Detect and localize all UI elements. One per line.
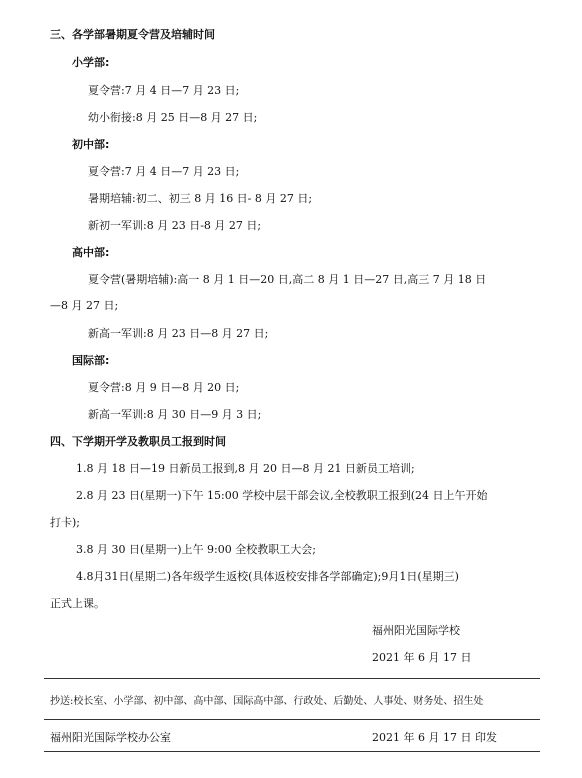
primary-bridge-program: 幼小衔接:8 月 25 日—8 月 27 日; — [88, 111, 258, 124]
schedule-item-1: 1.8 月 18 日—19 日新员工报到,8 月 20 日—8 月 21 日新员工培训; — [76, 462, 415, 475]
international-dept-title: 国际部: — [72, 354, 110, 367]
international-summer-camp: 夏令营:8 月 9 日—8 月 20 日; — [88, 381, 240, 394]
primary-school-title: 小学部: — [72, 56, 110, 69]
signature-org: 福州阳光国际学校 — [372, 624, 460, 637]
senior-military-training: 新高一军训:8 月 23 日—8 月 27 日; — [88, 327, 269, 340]
international-military-training: 新高一军训:8 月 30 日—9 月 3 日; — [88, 408, 262, 421]
junior-summer-tutoring: 暑期培辅:初二、初三 8 月 16 日- 8 月 27 日; — [88, 192, 313, 205]
senior-school-title: 高中部: — [72, 246, 110, 259]
issue-date: 2021 年 6 月 17 日 印发 — [372, 731, 497, 744]
signature-date: 2021 年 6 月 17 日 — [372, 651, 472, 664]
footer-bottom-rule — [44, 751, 540, 752]
section-4-heading: 四、下学期开学及教职员工报到时间 — [50, 435, 226, 448]
primary-summer-camp: 夏令营:7 月 4 日—7 月 23 日; — [88, 84, 240, 97]
section-3-heading: 三、各学部暑期夏令营及培辅时间 — [50, 28, 215, 41]
cc-list: 抄送:校长室、小学部、初中部、高中部、国际高中部、行政处、后勤处、人事处、财务处、招生处 — [50, 696, 484, 707]
footer-top-rule — [44, 678, 540, 679]
schedule-item-2-line1: 2.8 月 23 日(星期一)下午 15:00 学校中层干部会议,全校教职工报到(24 日上午开始 — [76, 489, 488, 502]
junior-military-training: 新初一军训:8 月 23 日-8 月 27 日; — [88, 219, 262, 232]
schedule-item-4-line1: 4.8月31日(星期二)各年级学生返校(具体返校安排各学部确定);9月1日(星期三) — [76, 570, 459, 583]
schedule-item-2-line2: 打卡); — [50, 516, 80, 529]
senior-summer-camp-line2: —8 月 27 日; — [50, 299, 119, 312]
footer-middle-rule — [44, 719, 540, 720]
senior-summer-camp-line1: 夏令营(暑期培辅):高一 8 月 1 日—20 日,高二 8 月 1 日—27 日,高三 7 月 18 日 — [88, 273, 487, 286]
issuing-office: 福州阳光国际学校办公室 — [50, 731, 171, 744]
junior-school-title: 初中部: — [72, 138, 110, 151]
schedule-item-4-line2: 正式上课。 — [50, 597, 105, 610]
schedule-item-3: 3.8 月 30 日(星期一)上午 9:00 全校教职工大会; — [76, 543, 316, 556]
junior-summer-camp: 夏令营:7 月 4 日—7 月 23 日; — [88, 165, 240, 178]
